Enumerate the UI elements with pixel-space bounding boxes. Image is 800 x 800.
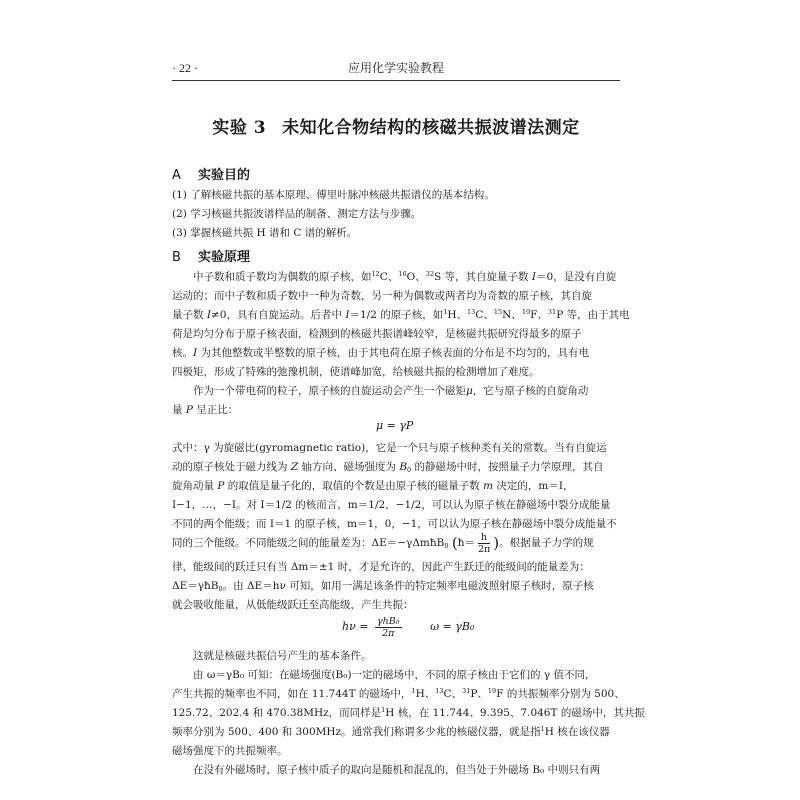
paragraph-line: 磁场强度下的共振频率。 xyxy=(172,745,288,757)
section-heading-a: A 实验目的 xyxy=(172,168,251,183)
paragraph-line: 频率分别为 500、400 和 300MHz。通常我们称谓多少兆的核磁仪器，就是指$^1$H 核在该仪器 xyxy=(172,725,610,738)
paragraph-line: 由 ω＝γB₀ 可知：在磁场强度(B₀)一定的磁场中，不同的原子核由于它们的 γ 值不同， xyxy=(193,669,596,681)
paragraph-line: I−1，…，−I。对 I＝1/2 的核而言，m＝1/2，−1/2，可以认为原子核在静磁场中裂分成能量 xyxy=(172,499,611,511)
paragraph-line: 在没有外磁场时，原子核中质子的取向是随机和混乱的，但当处于外磁场 B₀ 中则只有两 xyxy=(193,764,601,776)
paragraph-line: 四极矩，形成了特殊的弛豫机制，使谱峰加宽，给核磁共振的检测增加了难度。 xyxy=(172,366,540,378)
paragraph-line: 旋角动量 P 的取值是量子化的，取值的个数是由原子核的磁量子数 m 决定的，m＝I， xyxy=(172,480,574,492)
paragraph-line: 中子数和质子数均为偶数的原子核，如$^{12}$C、$^{16}$O、$^{32}$S 等，其自旋量子数 I＝0，是没有自旋 xyxy=(193,270,617,283)
running-title: 应用化学实验教程 xyxy=(347,61,444,75)
paragraph-line: 同的三个能级。不同能级之间的能量差为：ΔE＝−γΔmħB$_0$ (ħ＝ $\frac{h}{2\pi}$ )。根据量子力学的规 xyxy=(172,531,594,555)
paragraph-line: 就会吸收能量，从低能级跃迁至高能级，产生共振： xyxy=(172,599,414,611)
paragraph-line: 运动的；而中子数和质子数中一种为奇数，另一种为偶数或两者均为奇数的原子核，其自旋 xyxy=(172,290,592,302)
chapter-title xyxy=(172,113,620,138)
paragraph-line: 作为一个带电荷的粒子，原子核的自旋运动会产生一个磁矩μ，它与原子核的自旋角动 xyxy=(193,385,589,397)
formula-magnetic-moment: μ = γP xyxy=(376,419,414,432)
paragraph-line: 式中：γ 为旋磁比(gyromagnetic ratio)，它是一个只与原子核种类有关的常数。当有自旋运 xyxy=(172,442,607,454)
objective-item: (1) 了解核磁共振的基本原理、傅里叶脉冲核磁共振谱仪的基本结构。 xyxy=(172,189,495,201)
formula-resonance: hν = $\frac{\text{γhB₀}}{2\pi}$ ω = γB₀ xyxy=(342,615,475,639)
paragraph-line: 核。I 为其他整数或半整数的原子核，由于其电荷在原子核表面的分布是不均匀的，具有电 xyxy=(172,347,589,359)
paragraph-line: 动的原子核处于磁力线为 Z 轴方向、磁场强度为 $B_0$ 的静磁场中时，按照量子力学原理，其自 xyxy=(172,461,604,474)
paragraph-line: 125.72、202.4 和 470.38MHz，而同样是$^1$H 核，在 11.744、9.395、7.046T 的磁场中，其共振 xyxy=(172,706,645,719)
paragraph-line: 量 P 呈正比： xyxy=(172,404,239,416)
paragraph-line: ΔE＝γħB$_0$。由 ΔE＝hν 可知，如用一满足该条件的特定频率电磁波照射原子核时，原子核 xyxy=(172,580,594,593)
paragraph-line: 量子数 I≠0，具有自旋运动。后者中 I＝1/2 的原子核，如$^1$H、$^{13}$C、$^{15}$N、$^{19}$F、$^{31}$P 等，由于其电 xyxy=(172,308,630,321)
objective-item: (2) 学习核磁共振波谱样品的制备、测定方法与步骤。 xyxy=(172,208,422,220)
objective-item: (3) 掌握核磁共振 H 谱和 C 谱的解析。 xyxy=(172,227,358,239)
page-number: · 22 · xyxy=(172,61,198,75)
chapter-title-text: 未知化合物结构的核磁共振波谱法测定 xyxy=(282,118,580,138)
header-rule xyxy=(172,80,620,81)
paragraph-line: 这就是核磁共振信号产生的基本条件。 xyxy=(193,650,372,662)
section-heading-b: B 实验原理 xyxy=(172,250,251,265)
paragraph-line: 律，能级间的跃迁只有当 Δm＝±1 时，才是允许的，因此产生跃迁的能级间的能量差为： xyxy=(172,561,590,573)
paragraph-line: 产生共振的频率也不同，如在 11.744T 的磁场中，$^1$H、$^{13}$C、$^{31}$P、$^{19}$F 的共振频率分别为 500、 xyxy=(172,687,625,700)
chapter-number: 实验 3 xyxy=(212,118,267,138)
paragraph-line: 荷是均匀分布于原子核表面，检测到的核磁共振谱峰较窄，是核磁共振研究得最多的原子 xyxy=(172,328,582,340)
running-header xyxy=(172,57,620,79)
paragraph-line: 不同的两个能级；而 I＝1 的原子核，m＝1，0，−1，可以认为原子核在静磁场中裂分成能量不 xyxy=(172,518,617,530)
